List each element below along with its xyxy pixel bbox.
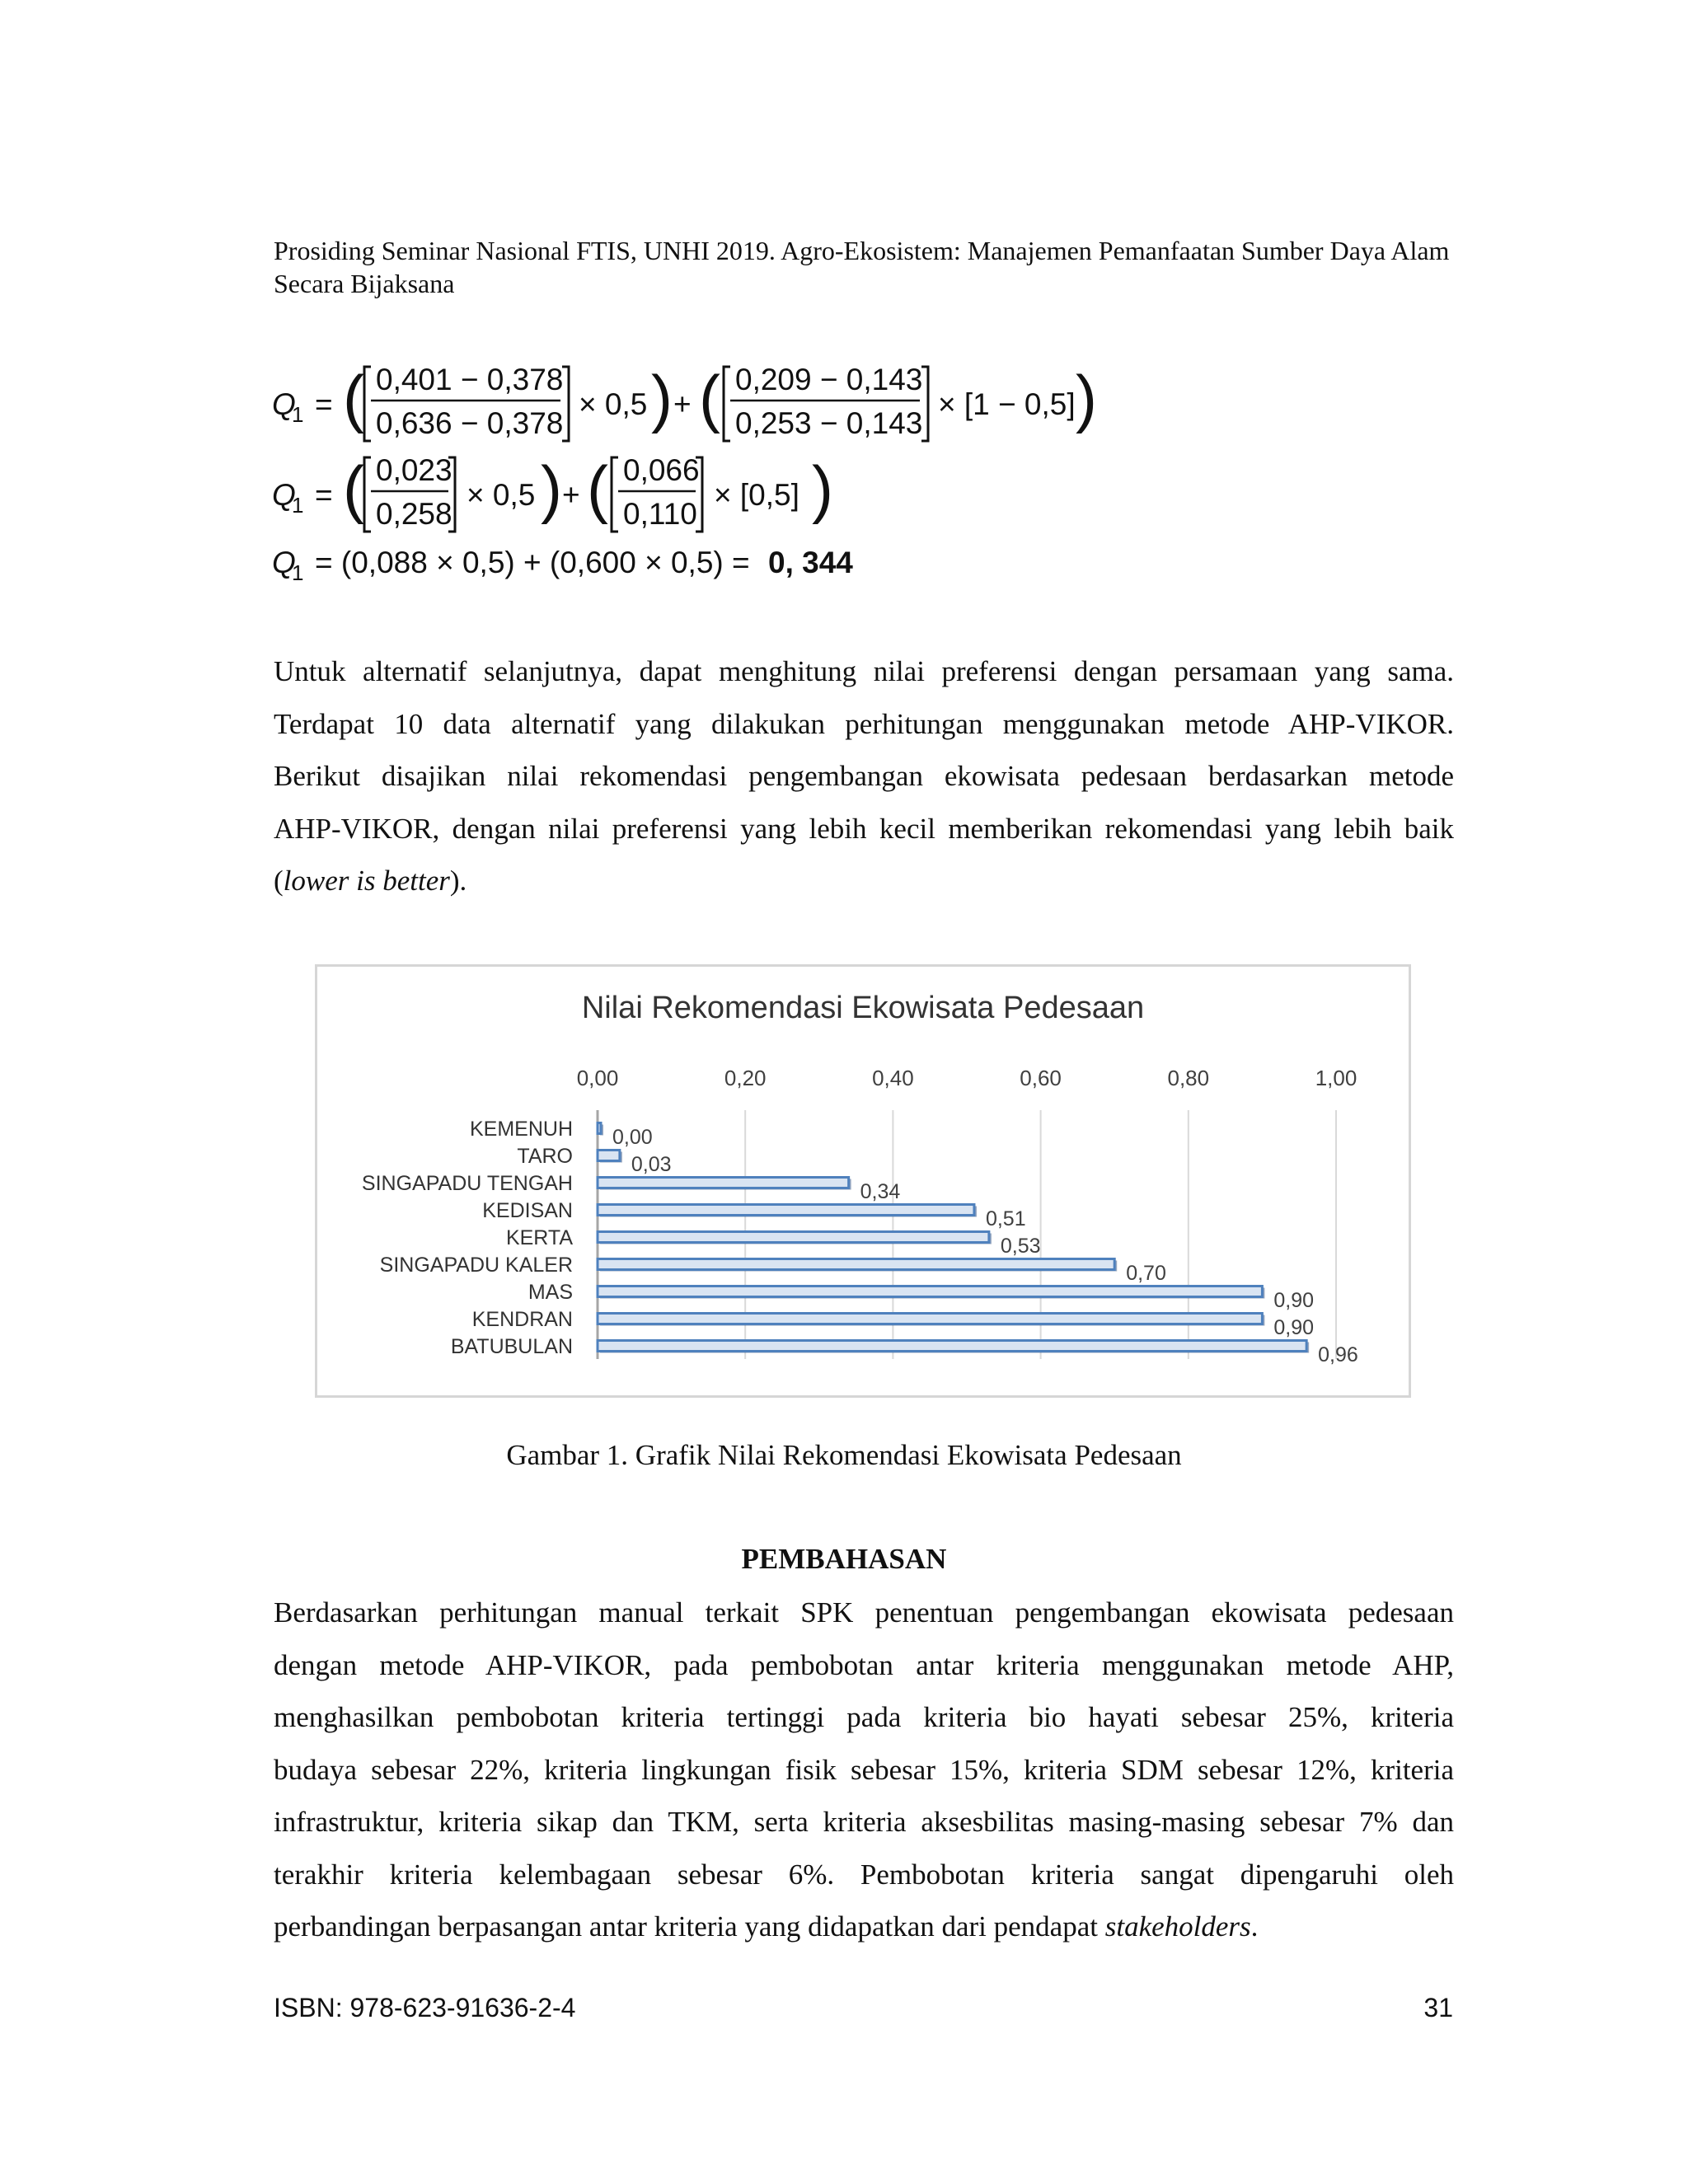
eq3-result: 0, 344 bbox=[768, 546, 853, 579]
eq2-lhs: Q bbox=[272, 478, 296, 512]
x-tick-label: 0,80 bbox=[1167, 1066, 1210, 1090]
italic-term: lower is better bbox=[283, 865, 450, 897]
category-label: KEDISAN bbox=[482, 1199, 573, 1222]
eq1-sub: 1 bbox=[292, 402, 304, 427]
paren-close: ). bbox=[449, 865, 467, 897]
equation-3 bbox=[272, 536, 898, 593]
eq2-paren-open-1: ( bbox=[343, 452, 364, 525]
eq2-num1: 0,023 bbox=[376, 453, 452, 487]
paragraph-discussion bbox=[274, 1586, 1454, 1953]
eq2-mul1: × 0,5 bbox=[467, 478, 536, 512]
bar bbox=[598, 1205, 974, 1216]
data-label: 0,90 bbox=[1273, 1316, 1315, 1339]
x-tick-label: 0,60 bbox=[1020, 1066, 1062, 1090]
period: . bbox=[1250, 1910, 1259, 1943]
paragraph-line: infrastruktur, kriteria sikap dan TKM, serta kriteria aksesbilitas masing-masing sebesar 7% dan bbox=[274, 1806, 1454, 1838]
eq2-den1: 0,258 bbox=[376, 497, 452, 531]
paragraph-line: AHP-VIKOR, dengan nilai preferensi yang lebih kecil memberikan rekomendasi yang lebih baik bbox=[274, 812, 1454, 845]
x-tick-label: 1,00 bbox=[1315, 1066, 1357, 1090]
eq1-mul2: × [1 − 0,5] bbox=[938, 387, 1076, 421]
x-tick-label: 0,20 bbox=[724, 1066, 767, 1090]
eq1-num1: 0,401 − 0,378 bbox=[376, 363, 564, 396]
category-label: KERTA bbox=[505, 1226, 573, 1249]
bar bbox=[598, 1314, 1262, 1324]
page-number: 31 bbox=[1423, 1993, 1453, 2022]
equation-1 bbox=[272, 354, 1096, 452]
eq1-paren-close-1: ) bbox=[651, 362, 673, 434]
paragraph-line: Untuk alternatif selanjutnya, dapat menghitung nilai preferensi dengan persamaan yang sama. bbox=[274, 655, 1454, 687]
data-label: 0,03 bbox=[631, 1153, 672, 1176]
eq2-sub: 1 bbox=[292, 493, 304, 518]
category-label: MAS bbox=[528, 1281, 573, 1304]
eq2-plus: + bbox=[562, 478, 580, 512]
eq1-num2: 0,209 − 0,143 bbox=[735, 363, 923, 396]
eq2-equals: = bbox=[315, 478, 333, 512]
eq2-num2: 0,066 bbox=[623, 453, 700, 487]
bar bbox=[598, 1341, 1306, 1352]
data-label: 0,90 bbox=[1273, 1289, 1315, 1312]
paragraph-line: dengan metode AHP-VIKOR, pada pembobotan antar kriteria menggunakan metode AHP, bbox=[274, 1648, 1454, 1681]
category-label: SINGAPADU TENGAH bbox=[361, 1172, 573, 1195]
bar-chart bbox=[317, 967, 1409, 1395]
eq1-den2: 0,253 − 0,143 bbox=[735, 406, 923, 440]
bar bbox=[598, 1286, 1262, 1297]
chart-container bbox=[315, 964, 1411, 1398]
paragraph-line bbox=[274, 1900, 1454, 1953]
eq2-paren-close-1: ) bbox=[541, 452, 562, 525]
data-label: 0,96 bbox=[1318, 1343, 1358, 1366]
bar bbox=[598, 1232, 989, 1243]
paragraph-line: terakhir kriteria kelembagaan sebesar 6%. Pembobotan kriteria sangat dipengaruhi oleh bbox=[274, 1858, 1454, 1891]
paragraph-line bbox=[274, 855, 1454, 907]
italic-term: stakeholders bbox=[1104, 1910, 1251, 1943]
paragraph-line: Berdasarkan perhitungan manual terkait SPK penentuan pengembangan ekowisata pedesaan bbox=[274, 1596, 1454, 1629]
data-label: 0,51 bbox=[985, 1207, 1026, 1230]
eq2-paren-close-2: ) bbox=[812, 452, 833, 525]
eq1-den1: 0,636 − 0,378 bbox=[376, 406, 564, 440]
x-tick-label: 0,00 bbox=[576, 1066, 619, 1090]
bar bbox=[598, 1151, 620, 1161]
data-label: 0,53 bbox=[1000, 1235, 1041, 1258]
eq2-mul2: × [0,5] bbox=[714, 478, 799, 512]
running-header: Prosiding Seminar Nasional FTIS, UNHI 2019. Agro-Ekosistem: Manajemen Pemanfaatan Sumber Daya Alam Secara Bijaksana bbox=[274, 236, 1450, 298]
section-heading: PEMBAHASAN bbox=[741, 1543, 947, 1575]
figure-caption: Gambar 1. Grafik Nilai Rekomendasi Ekowisata Pedesaan bbox=[506, 1439, 1182, 1471]
eq1-plus: + bbox=[673, 387, 692, 421]
eq1-lhs: Q bbox=[272, 387, 296, 421]
x-tick-label: 0,40 bbox=[872, 1066, 914, 1090]
data-label: 0,70 bbox=[1126, 1262, 1166, 1285]
eq3-lhs: Q bbox=[272, 546, 296, 579]
paragraph-line: menghasilkan pembobotan kriteria tertinggi pada kriteria bio hayati sebesar 25%, kriteria bbox=[274, 1701, 1454, 1733]
eq3-sub: 1 bbox=[292, 560, 304, 585]
eq2-den2: 0,110 bbox=[623, 497, 697, 531]
data-label: 0,00 bbox=[612, 1126, 653, 1149]
paren-open: ( bbox=[274, 865, 284, 897]
footer-isbn: ISBN: 978-623-91636-2-4 bbox=[274, 1993, 576, 2022]
chart-title: Nilai Rekomendasi Ekowisata Pedesaan bbox=[581, 991, 1145, 1025]
paragraph-line: Terdapat 10 data alternatif yang dilakukan perhitungan menggunakan metode AHP-VIKOR. bbox=[274, 707, 1454, 740]
eq1-paren-open-1: ( bbox=[343, 362, 364, 434]
paragraph-line: Berikut disajikan nilai rekomendasi pengembangan ekowisata pedesaan berdasarkan metode bbox=[274, 760, 1454, 792]
category-label: KEMENUH bbox=[469, 1118, 573, 1141]
bar bbox=[598, 1259, 1114, 1270]
category-label: SINGAPADU KALER bbox=[379, 1254, 573, 1277]
eq1-mul1: × 0,5 bbox=[579, 387, 648, 421]
paragraph-intro bbox=[274, 645, 1454, 907]
eq3-body: = (0,088 × 0,5) + (0,600 × 0,5) = bbox=[315, 546, 750, 579]
eq1-equals: = bbox=[315, 387, 333, 421]
category-label: TARO bbox=[517, 1145, 573, 1168]
bar bbox=[598, 1178, 849, 1188]
paragraph-line: budaya sebesar 22%, kriteria lingkungan fisik sebesar 15%, kriteria SDM sebesar 12%, kriteria bbox=[274, 1753, 1454, 1786]
category-label: BATUBULAN bbox=[450, 1335, 573, 1358]
eq1-paren-close-2: ) bbox=[1076, 362, 1097, 434]
last-line-text: perbandingan berpasangan antar kriteria yang didapatkan dari pendapat bbox=[274, 1910, 1105, 1943]
data-label: 0,34 bbox=[860, 1180, 901, 1203]
eq1-paren-open-2: ( bbox=[699, 362, 720, 434]
category-label: KENDRAN bbox=[471, 1308, 573, 1331]
bar bbox=[598, 1123, 601, 1134]
eq2-paren-open-2: ( bbox=[587, 452, 608, 525]
equation-2 bbox=[272, 445, 849, 543]
